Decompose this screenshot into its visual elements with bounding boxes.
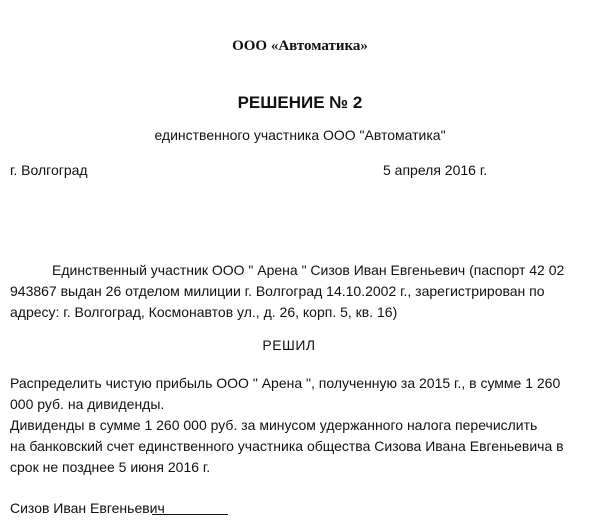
intro-line-3: адресу: г. Волгоград, Космонавтов ул., д. 26, корп. 5, кв. 16) xyxy=(10,304,398,320)
intro-paragraph xyxy=(10,260,578,323)
decision-1-line-2: 000 руб. на дивиденды. xyxy=(10,396,165,412)
intro-line-1: Единственный участник ООО " Арена " Сизов Иван Евгеньевич (паспорт 42 02 xyxy=(52,262,565,278)
document-city: г. Волгоград xyxy=(10,162,88,178)
decided-heading: РЕШИЛ xyxy=(262,337,316,353)
document-subtitle: единственного участника ООО "Автоматика" xyxy=(154,127,446,143)
decision-2-line-1: Дивиденды в сумме 1 260 000 руб. за минусом удержанного налога перечислить xyxy=(10,417,538,433)
decision-2-line-2: на банковский счет единственного участника общества Сизова Ивана Евгеньевича в xyxy=(10,438,564,454)
decision-paragraph-2 xyxy=(10,415,578,478)
decision-1-line-1: Распределить чистую прибыль ООО " Арена ", полученную за 2015 г., в сумме 1 260 xyxy=(10,375,561,391)
document-title: РЕШЕНИЕ № 2 xyxy=(237,93,363,112)
decision-2-line-3: срок не позднее 5 июня 2016 г. xyxy=(10,459,211,475)
document-date: 5 апреля 2016 г. xyxy=(383,162,488,178)
company-name: ООО «Автоматика» xyxy=(232,38,368,54)
signatory-name: Сизов Иван Евгеньевич xyxy=(10,500,165,516)
intro-line-2: 943867 выдан 26 отделом милиции г. Волгоград 14.10.2002 г., зарегистрирован по xyxy=(10,283,545,299)
decision-paragraph-1 xyxy=(10,373,578,415)
signature-line xyxy=(152,514,228,515)
